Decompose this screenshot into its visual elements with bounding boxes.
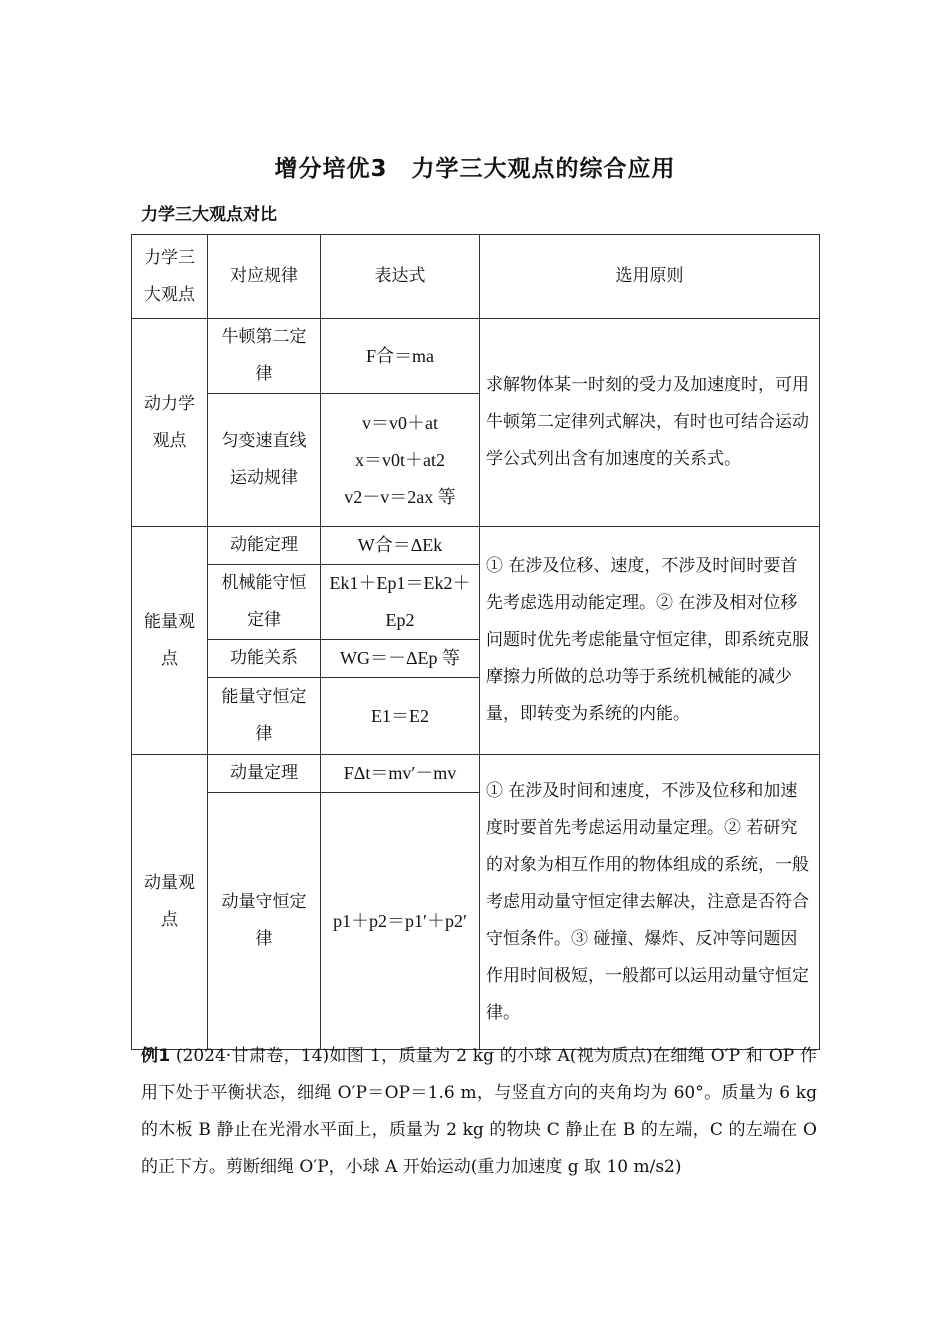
header-expression: 表达式: [321, 235, 480, 319]
law-cell: 牛顿第二定律: [208, 319, 321, 394]
expression-cell: p1＋p2＝p1′＋p2′: [321, 793, 480, 1050]
header-law: 对应规律: [208, 235, 321, 319]
law-cell: 机械能守恒定律: [208, 565, 321, 640]
expression-cell: WG＝－ΔEp 等: [321, 640, 480, 678]
expression-cell: E1＝E2: [321, 678, 480, 755]
principle-momentum: ① 在涉及时间和速度，不涉及位移和加速度时要首先考虑运用动量定理。② 若研究的对象为相互作用的物体组成的系统，一般考虑用动量守恒定律去解决，注意是否符合守恒条件。③ 碰撞、爆炸、反冲等问题因作用时间极短，一般都可以运用动量守恒定律。: [480, 755, 820, 1050]
header-viewpoint: 力学三大观点: [132, 235, 208, 319]
principle-energy: ① 在涉及位移、速度，不涉及时间时要首先考虑选用动能定理。② 在涉及相对位移问题时优先考虑能量守恒定律，即系统克服摩擦力所做的总功等于系统机械能的减少量，即转变为系统的内能。: [480, 527, 820, 755]
table-row: [132, 755, 820, 793]
header-principle: 选用原则: [480, 235, 820, 319]
law-cell: 能量守恒定律: [208, 678, 321, 755]
law-cell: 动量守恒定律: [208, 793, 321, 1050]
section-subtitle: 力学三大观点对比: [141, 205, 277, 225]
viewpoint-dynamics: 动力学观点: [132, 319, 208, 527]
table-row: [132, 527, 820, 565]
table-row: [132, 319, 820, 394]
comparison-table: [131, 234, 820, 1050]
expression-cell: F合＝ma: [321, 319, 480, 394]
expression-cell: Ek1＋Ep1＝Ek2＋Ep2: [321, 565, 480, 640]
principle-dynamics: 求解物体某一时刻的受力及加速度时，可用牛顿第二定律列式解决，有时也可结合运动学公式列出含有加速度的关系式。: [480, 319, 820, 527]
expression-cell: [321, 394, 480, 527]
law-cell: 功能关系: [208, 640, 321, 678]
example-text: (2024·甘肃卷，14)如图 1，质量为 2 kg 的小球 A(视为质点)在细绳 O′P 和 OP 作用下处于平衡状态，细绳 O′P＝OP＝1.6 m，与竖直方向的夹角均为 60°。质量为 6 kg 的木板 B 静止在光滑水平面上，质量为 2 kg 的物块 C 静止在 B 的左端，C 的左端在 O 的正下方。剪断细绳 O′P，小球 A 开始运动(重力加速度 g 取 10 m/s2): [141, 1046, 817, 1177]
expression-cell: FΔt＝mv′－mv: [321, 755, 480, 793]
example-label: 例1: [141, 1046, 171, 1066]
example-problem: [141, 1038, 817, 1186]
table-header-row: [132, 235, 820, 319]
viewpoint-momentum: 动量观点: [132, 755, 208, 1050]
law-cell: 匀变速直线运动规律: [208, 394, 321, 527]
expression-cell: W合＝ΔEk: [321, 527, 480, 565]
law-cell: 动能定理: [208, 527, 321, 565]
expression-line: v2－v＝2ax 等: [344, 486, 456, 507]
viewpoint-energy: 能量观点: [132, 527, 208, 755]
expression-line: v＝v0＋at: [362, 412, 438, 433]
law-cell: 动量定理: [208, 755, 321, 793]
page-title: 增分培优3 力学三大观点的综合应用: [274, 156, 676, 182]
expression-line: x＝v0t＋at2: [355, 449, 445, 470]
